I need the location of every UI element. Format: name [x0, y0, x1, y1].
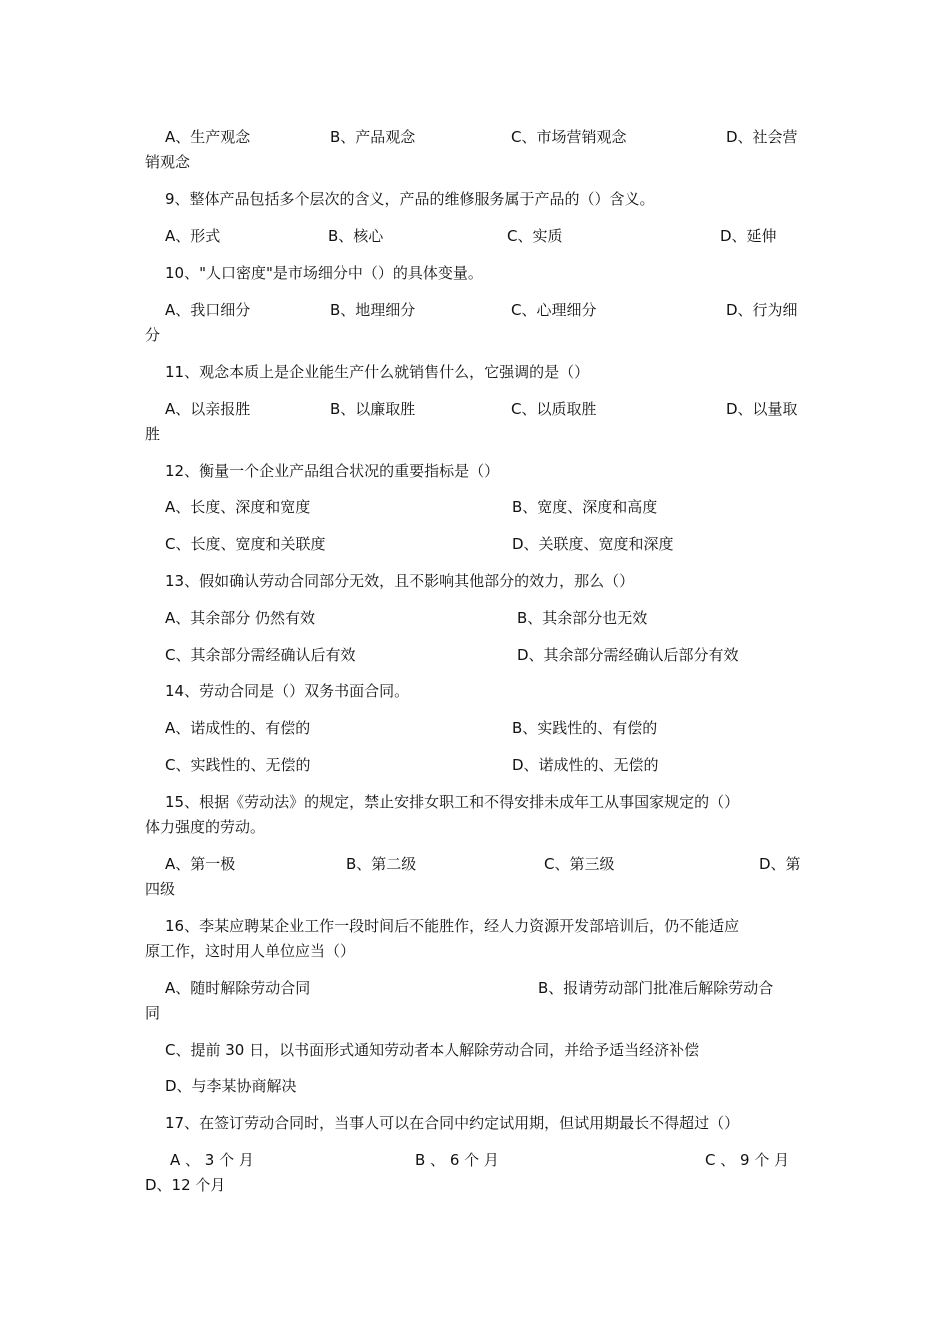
question-9: 9、整体产品包括多个层次的含义，产品的维修服务属于产品的（）含义。 — [165, 190, 655, 208]
question-13: 13、假如确认劳动合同部分无效，且不影响其他部分的效力，那么（） — [165, 572, 635, 590]
option-b: B、实践性的、有偿的 — [512, 719, 658, 737]
option-b: B、报请劳动部门批准后解除劳动合 — [538, 979, 774, 997]
option-continuation: 销观念 — [145, 153, 191, 171]
option-d: D、延伸 — [720, 227, 777, 245]
option-b: B、产品观念 — [330, 128, 416, 146]
option-c: C、心理细分 — [511, 301, 597, 319]
option-c: C、其余部分需经确认后有效 — [165, 646, 356, 664]
option-b: B、其余部分也无效 — [517, 609, 648, 627]
option-c: C、实质 — [507, 227, 563, 245]
question-15: 15、根据《劳动法》的规定，禁止安排女职工和不得安排未成年工从事国家规定的（） — [165, 793, 740, 811]
question-16: 16、李某应聘某企业工作一段时间后不能胜作，经人力资源开发部培训后，仍不能适应 — [165, 917, 740, 935]
option-a: A、形式 — [165, 227, 221, 245]
option-continuation: 胜 — [145, 425, 161, 443]
question-14: 14、劳动合同是（）双务书面合同。 — [165, 682, 410, 700]
option-b: B、核心 — [328, 227, 384, 245]
option-c: C、长度、宽度和关联度 — [165, 535, 326, 553]
option-d: D、关联度、宽度和深度 — [512, 535, 674, 553]
option-b: B 、 6 个 月 — [415, 1151, 499, 1169]
option-d: D、其余部分需经确认后部分有效 — [517, 646, 739, 664]
option-a: A、长度、深度和宽度 — [165, 498, 311, 516]
question-11: 11、观念本质上是企业能生产什么就销售什么，它强调的是（） — [165, 363, 590, 381]
option-c: C、提前 30 日，以书面形式通知劳动者本人解除劳动合同，并给予适当经济补偿 — [165, 1041, 700, 1059]
question-17: 17、在签订劳动合同时，当事人可以在合同中约定试用期，但试用期最长不得超过（） — [165, 1114, 740, 1132]
option-c: C、实践性的、无偿的 — [165, 756, 311, 774]
option-b: B、第二级 — [346, 855, 417, 873]
option-c: C、第三级 — [544, 855, 615, 873]
option-b: B、以廉取胜 — [330, 400, 416, 418]
option-a: A、第一极 — [165, 855, 236, 873]
question-15-continuation: 体力强度的劳动。 — [145, 818, 266, 836]
question-12: 12、衡量一个企业产品组合状况的重要指标是（） — [165, 462, 500, 480]
option-d: D、12 个月 — [145, 1176, 226, 1194]
option-c: C、以质取胜 — [511, 400, 597, 418]
question-16-continuation: 原工作，这时用人单位应当（） — [145, 942, 356, 960]
option-d: D、第 — [759, 855, 801, 873]
option-a: A、随时解除劳动合同 — [165, 979, 311, 997]
question-10: 10、"人口密度"是市场细分中（）的具体变量。 — [165, 264, 483, 282]
option-a: A、其余部分 仍然有效 — [165, 609, 316, 627]
option-a: A、我口细分 — [165, 301, 251, 319]
option-a: A、以亲报胜 — [165, 400, 251, 418]
option-d: D、与李某协商解决 — [165, 1077, 297, 1095]
option-a: A 、 3 个 月 — [170, 1151, 254, 1169]
option-d: D、社会营 — [726, 128, 798, 146]
option-c: C、市场营销观念 — [511, 128, 627, 146]
option-a: A、诺成性的、有偿的 — [165, 719, 311, 737]
option-d: D、诺成性的、无偿的 — [512, 756, 659, 774]
option-d: D、行为细 — [726, 301, 798, 319]
option-b: B、宽度、深度和高度 — [512, 498, 658, 516]
option-continuation: 分 — [145, 326, 161, 344]
option-continuation: 同 — [145, 1004, 161, 1022]
option-a: A、生产观念 — [165, 128, 251, 146]
option-d: D、以量取 — [726, 400, 798, 418]
option-c: C 、 9 个 月 — [705, 1151, 790, 1169]
option-b: B、地理细分 — [330, 301, 416, 319]
option-continuation: 四级 — [145, 880, 176, 898]
